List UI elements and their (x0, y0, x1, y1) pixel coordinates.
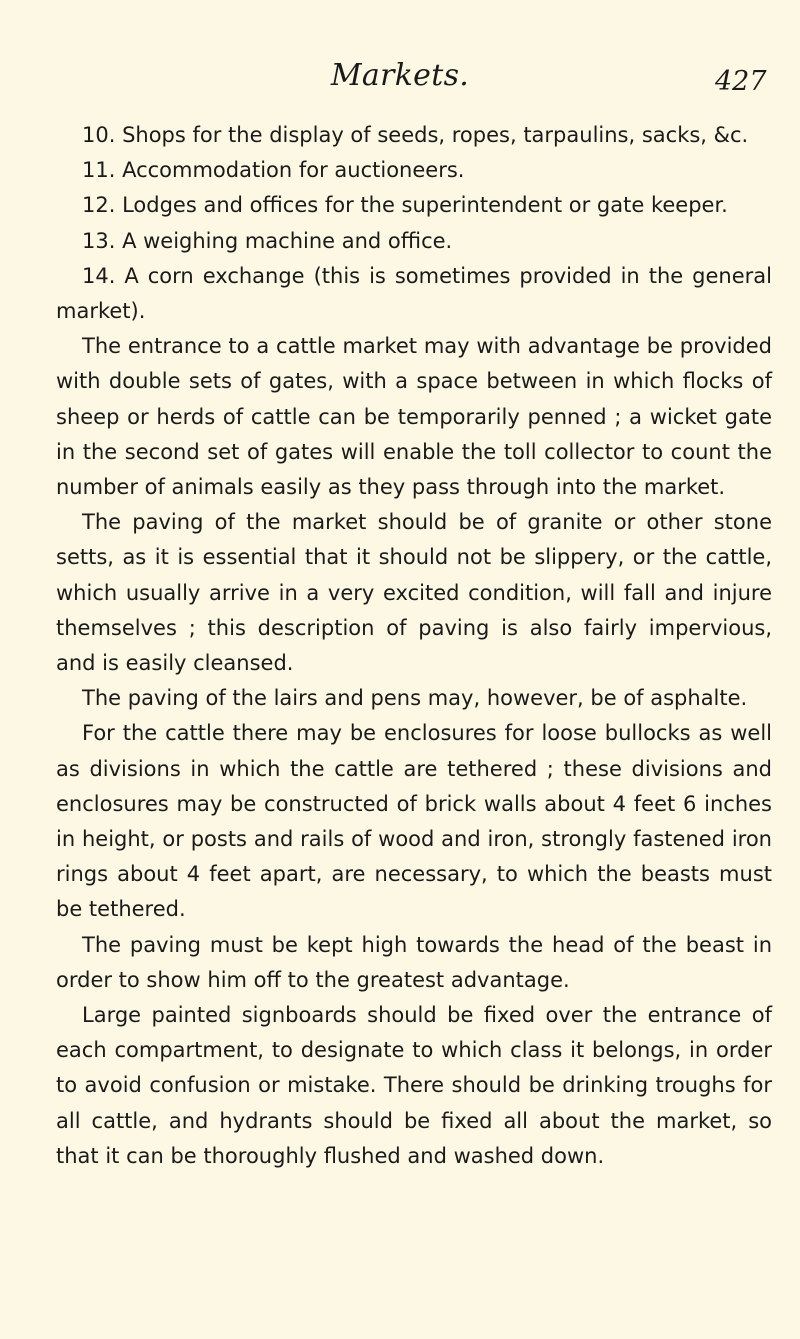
paragraph-paving-height: The paving must be kept high towards the head of the beast in order to show him off to the greatest advantage. (56, 932, 772, 992)
list-item-14: 14. A corn exchange (this is sometimes provided in the general market). (56, 263, 772, 324)
paragraph-paving-lairs: The paving of the lairs and pens may, however, be of asphalte. (82, 686, 748, 711)
paragraph-signboards: Large painted signboards should be fixed over the entrance of each compartment, to designate to which class it belongs, in order to avoid confusion or mistake. There should be drinking troughs for all cattle, and hydrants should be fixed all about the market, so that it can be thoroughly flushed and washed down. (56, 1003, 772, 1168)
list-item-13: 13. A weighing machine and office. (82, 228, 453, 253)
body-text (56, 118, 772, 1174)
list-item-12: 12. Lodges and offices for the superintendent or gate keeper. (82, 193, 728, 218)
running-title: Markets. (330, 58, 470, 93)
paragraph-enclosures: For the cattle there may be enclosures for loose bullocks as well as divisions in which the cattle are tethered ; these divisions and enclosures may be constructed of brick walls about 4 feet 6 inches in height, or posts and rails of wood and iron, strongly fastened iron rings about 4 feet apart, are necessary, to which the beasts must be tethered. (56, 721, 772, 922)
paragraph-paving-market: The paving of the market should be of granite or other stone setts, as it is essential that it should not be slippery, or the cattle, which usually arrive in a very excited condition, will fall and injure themselves ; this description of paving is also fairly impervious, and is easily cleansed. (56, 510, 772, 676)
list-item-11: 11. Accommodation for auctioneers. (82, 158, 465, 183)
list-item-10: 10. Shops for the display of seeds, ropes, tarpaulins, sacks, &c. (82, 123, 749, 147)
page-number: 427 (715, 66, 767, 97)
paragraph-entrance: The entrance to a cattle market may with advantage be provided with double sets of gates, with a space between in which flocks of sheep or herds of cattle can be temporarily penned ; a wicket gate in the second set of gates will enable the toll collector to count the number of animals easily as they pass through into the market. (56, 334, 772, 500)
